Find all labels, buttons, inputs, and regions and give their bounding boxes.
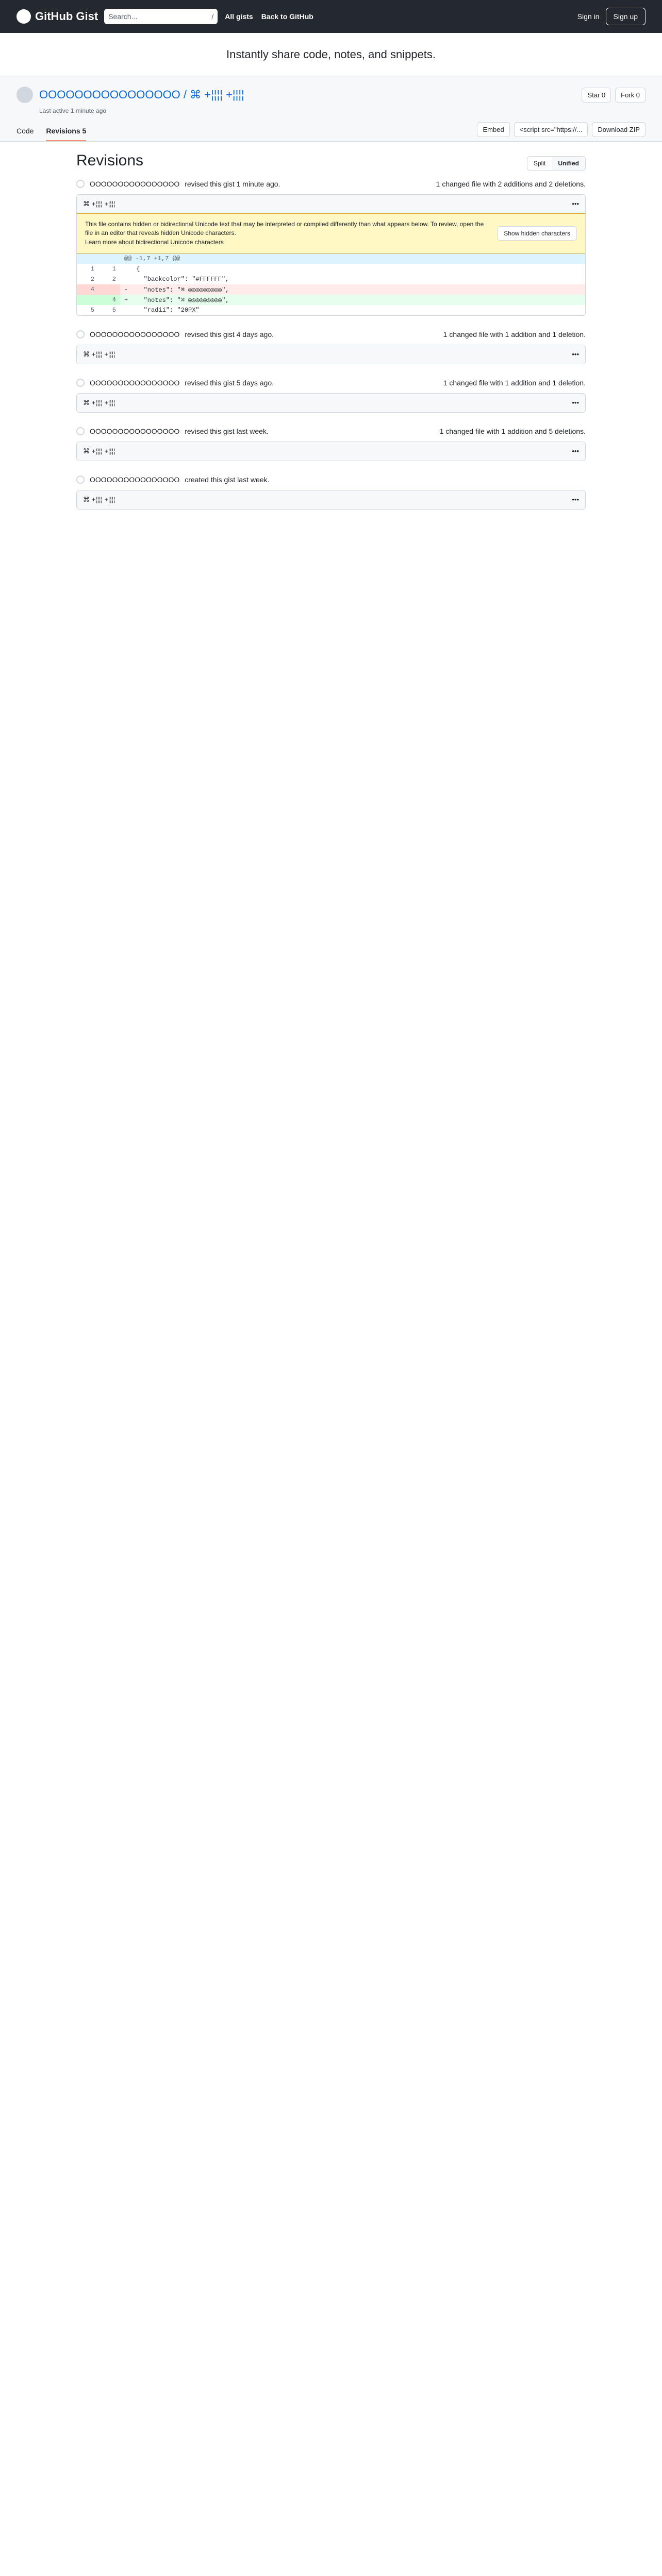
search-input[interactable]: Search... / — [104, 9, 218, 24]
more-icon[interactable]: ••• — [572, 350, 579, 359]
revision-owner[interactable]: OOOOOOOOOOOOOOOO — [90, 180, 180, 188]
diff-box — [76, 442, 586, 461]
page-title: Revisions — [76, 152, 144, 169]
download-zip-button[interactable]: Download ZIP — [592, 122, 646, 137]
diff-box — [76, 490, 586, 510]
diff-file-name[interactable]: ⌘ +¦¦¦¦ +¦¦¦¦ — [83, 447, 115, 455]
tab-revisions[interactable]: Revisions 5 — [46, 127, 86, 141]
diff-file-name[interactable]: ⌘ +¦¦¦¦ +¦¦¦¦ — [83, 350, 115, 359]
revision-text: revised this gist 4 days ago. — [185, 330, 274, 339]
gist-title[interactable]: OOOOOOOOOOOOOOOO / ⌘ +¦¦¦¦ +¦¦¦¦ — [39, 88, 244, 101]
revision-text: revised this gist 1 minute ago. — [185, 180, 280, 188]
embed-button[interactable]: Embed — [477, 122, 509, 137]
revision-marker-icon — [76, 476, 85, 484]
nav-all-gists[interactable]: All gists — [225, 12, 253, 21]
star-button[interactable]: Star 0 — [582, 88, 611, 103]
last-active: Last active 1 minute ago — [39, 107, 107, 114]
view-toggle — [527, 156, 586, 171]
revision-summary: 1 changed file with 1 addition and 5 deletions. — [439, 427, 586, 436]
hero-banner: Instantly share code, notes, and snippets. — [0, 33, 662, 76]
revision-summary: 1 changed file with 2 additions and 2 deletions. — [436, 180, 586, 188]
revision-2 — [76, 330, 586, 364]
more-icon[interactable]: ••• — [572, 496, 579, 504]
github-gist-logo[interactable]: GitHub Gist — [16, 9, 98, 24]
diff-box — [76, 194, 586, 316]
avatar[interactable] — [16, 87, 33, 103]
revision-marker-icon — [76, 379, 85, 387]
revision-4 — [76, 427, 586, 461]
fork-button[interactable]: Fork 0 — [615, 88, 646, 103]
signup-button[interactable]: Sign up — [606, 8, 646, 25]
diff-file-name[interactable]: ⌘ +¦¦¦¦ +¦¦¦¦ — [83, 200, 115, 208]
split-toggle[interactable]: Split — [533, 160, 546, 167]
revision-owner[interactable]: OOOOOOOOOOOOOOOO — [90, 427, 180, 436]
revision-text: revised this gist 5 days ago. — [185, 379, 274, 387]
revision-5 — [76, 476, 586, 510]
revision-text: created this gist last week. — [185, 476, 270, 484]
revision-text: revised this gist last week. — [185, 427, 269, 436]
embed-url[interactable]: <script src="https://... — [514, 122, 588, 137]
revision-marker-icon — [76, 330, 85, 338]
nav-back-github[interactable]: Back to GitHub — [261, 12, 313, 21]
more-icon[interactable]: ••• — [572, 399, 579, 407]
unicode-link[interactable]: Learn more about bidirectional Unicode characters — [85, 238, 224, 246]
revision-3 — [76, 379, 586, 413]
unicode-warning: This file contains hidden or bidirectional Unicode text that may be interpreted or compiled differently than what appears below. To review, open the file in an editor that reveals hidden Unicode characters. Learn more about bidirectional Unicode characters Show hidden characters — [77, 213, 585, 253]
revision-summary: 1 changed file with 1 addition and 1 deletion. — [443, 379, 586, 387]
show-hidden-characters-button[interactable]: Show hidden characters — [497, 226, 577, 241]
revision-owner[interactable]: OOOOOOOOOOOOOOOO — [90, 379, 180, 387]
diff-box — [76, 393, 586, 413]
revision-marker-icon — [76, 180, 85, 188]
signin-link[interactable]: Sign in — [577, 12, 600, 21]
unified-toggle[interactable]: Unified — [552, 157, 585, 170]
revision-summary: 1 changed file with 1 addition and 1 deletion. — [443, 330, 586, 339]
revision-owner[interactable]: OOOOOOOOOOOOOOOO — [90, 330, 180, 339]
diff-box — [76, 345, 586, 364]
gist-header — [0, 76, 662, 142]
tab-code[interactable]: Code — [16, 127, 34, 135]
revision-owner[interactable]: OOOOOOOOOOOOOOOO — [90, 476, 180, 484]
more-icon[interactable]: ••• — [572, 200, 579, 208]
revision-marker-icon — [76, 427, 85, 435]
revisions-content — [0, 142, 662, 510]
diff-file-name[interactable]: ⌘ +¦¦¦¦ +¦¦¦¦ — [83, 496, 115, 504]
slash-icon: / — [211, 12, 214, 21]
diff-table: @@ -1,7 +1,7 @@ 1 1 { 2 2 "backcolor": "#FFFFFF", 4 - "notes": "⌘ ◎◎◎◎◎◎◎◎◎", 4 + "notes": "⌘ ◎◎◎◎◎◎◎◎◎", 5 5 "radii": "20PX" — [77, 253, 585, 315]
top-navigation — [0, 0, 662, 33]
github-icon — [16, 9, 31, 24]
more-icon[interactable]: ••• — [572, 447, 579, 455]
revision-1 — [76, 180, 586, 316]
diff-file-name[interactable]: ⌘ +¦¦¦¦ +¦¦¦¦ — [83, 399, 115, 407]
